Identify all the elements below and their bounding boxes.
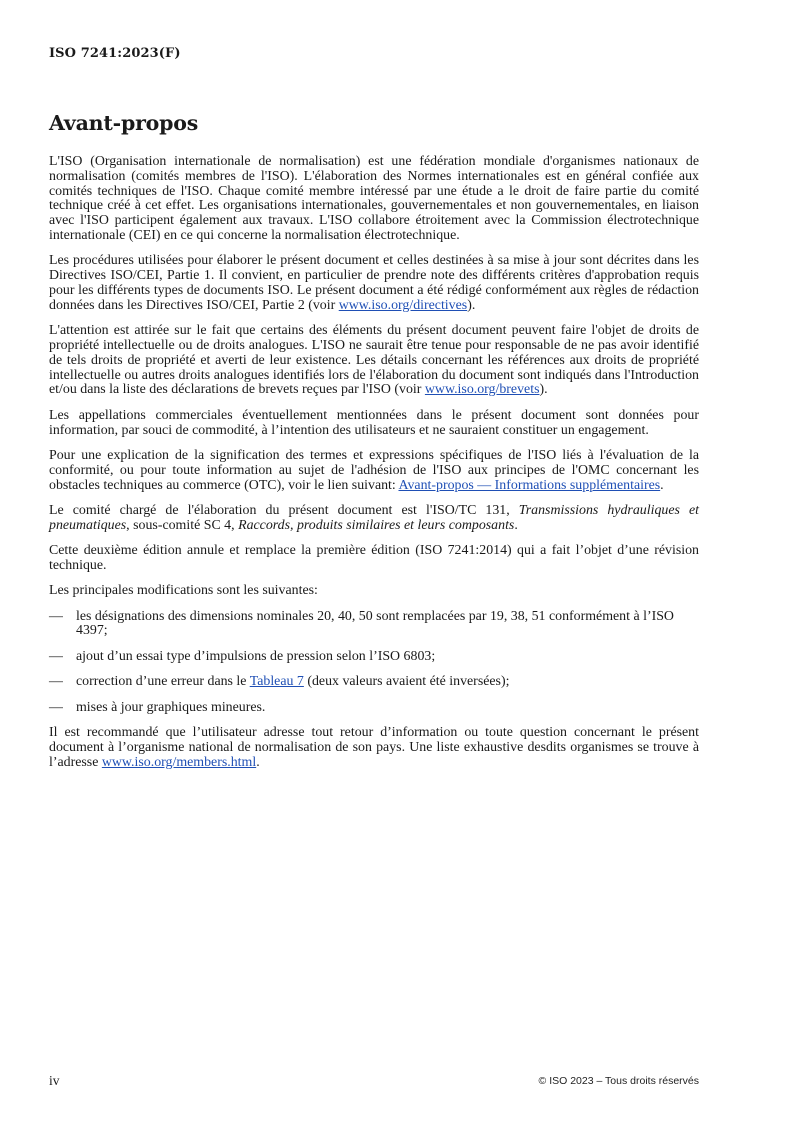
- change-text: mises à jour graphiques mineures.: [76, 699, 266, 715]
- paragraph-patents: [49, 324, 699, 398]
- subcommittee-title: Raccords, produits similaires et leurs composants: [238, 517, 515, 533]
- paragraph-iso-intro: L'ISO (Organisation internationale de normalisation) est une fédération mondiale d'organismes nationaux de normalisation (comités membres de l'ISO). L'élaboration des Normes internationales est en général confiée aux comités techniques de l'ISO. Chaque comité membre intéressé par une étude a le droit de faire partie du comité technique créé à cet effet. Les organisations internationales, gouvernementales et non gouvernementales, en liaison avec l'ISO participent également aux travaux. L'ISO collabore étroitement avec la Commission électrotechnique internationale (CEI) en ce qui concerne la normalisation électrotechnique.: [49, 154, 699, 243]
- document-code: ISO 7241:2023(F): [49, 46, 181, 61]
- change-item: [49, 650, 699, 665]
- paragraph-changes-intro: Les principales modifications sont les suivantes:: [49, 583, 318, 599]
- page-number: iv: [49, 1073, 60, 1088]
- change-text-post: (deux valeurs avaient été inversées);: [303, 674, 510, 690]
- change-item: [49, 610, 699, 640]
- patents-end: ).: [539, 382, 548, 398]
- committee-text-2: , sous-comité SC 4,: [126, 517, 239, 533]
- supplementary-info-link[interactable]: Avant-propos — Informations supplémentaires: [398, 477, 661, 493]
- paragraph-edition: Cette deuxième édition annule et remplace la première édition (ISO 7241:2014) qui a fait l’objet d’une révision technique.: [49, 543, 699, 573]
- conformity-text: Pour une explication de la signification des termes et expressions spécifiques de l'ISO liés à l'évaluation de la conformité, ou pour toute information au sujet de l'adhésion de l'ISO aux principes de l'OMC concernant les obstacles techniques au commerce (OTC), voir le lien suivant:: [49, 447, 699, 493]
- dash-bullet: —: [49, 608, 63, 624]
- committee-text-1: Le comité chargé de l'élaboration du présent document est l'ISO/TC 131,: [49, 502, 519, 518]
- copyright-notice: © ISO 2023 – Tous droits réservés: [538, 1075, 699, 1087]
- paragraph-feedback: [49, 726, 699, 770]
- paragraph-conformity: [49, 449, 699, 493]
- feedback-text: Il est recommandé que l’utilisateur adresse tout retour d’information ou toute question concernant le présent document à l’organisme national de normalisation de son pays. Une liste exhaustive desdits organismes se trouve à l’adresse: [49, 725, 699, 770]
- foreword-body: [49, 155, 699, 781]
- change-text: les désignations des dimensions nominales 20, 40, 50 sont remplacées par 19, 38, 51 conformément à l’ISO 4397;: [76, 608, 674, 639]
- conformity-end: .: [660, 477, 664, 493]
- change-text: ajout d’un essai type d’impulsions de pression selon l’ISO 6803;: [76, 648, 436, 664]
- page-title: Avant-propos: [49, 111, 199, 135]
- dash-bullet: —: [49, 674, 63, 690]
- patents-link[interactable]: www.iso.org/brevets: [424, 382, 540, 398]
- dash-bullet: —: [49, 648, 63, 664]
- dash-bullet: —: [49, 699, 63, 715]
- change-text-pre: correction d’une erreur dans le: [76, 674, 250, 690]
- committee-title: Transmissions hydrauliques et pneumatiques: [49, 502, 699, 533]
- paragraph-trade-names: Les appellations commerciales éventuellement mentionnées dans le présent document sont données pour information, par souci de commodité, à l’intention des utilisateurs et ne sauraient constituer un engagement.: [49, 407, 699, 438]
- feedback-end: .: [256, 754, 260, 770]
- committee-end: .: [514, 517, 518, 533]
- members-link[interactable]: www.iso.org/members.html: [101, 754, 257, 770]
- change-item: [49, 675, 699, 690]
- table-7-link[interactable]: Tableau 7: [249, 674, 304, 690]
- change-item: [49, 701, 699, 716]
- paragraph-committee: [49, 504, 699, 534]
- procedures-text: Les procédures utilisées pour élaborer le présent document et celles destinées à sa mise à jour sont décrites dans les Directives ISO/CEI, Partie 1. Il convient, en particulier de prendre note des différents critères d'approbation requis pour les différents types de documents ISO. Le présent document a été rédigé conformément aux règles de rédaction données dans les Directives ISO/CEI, Partie 2 (voir: [49, 253, 699, 313]
- paragraph-procedures: [49, 254, 699, 313]
- patents-text: L'attention est attirée sur le fait que certains des éléments du présent document peuvent faire l'objet de droits de propriété intellectuelle ou de droits analogues. L'ISO ne saurait être tenue pour responsable de ne pas avoir identifié de tels droits de propriété et averti de leur existence. Les détails concernant les références aux droits de propriété intellectuelle ou autres droits analogues identifiés lors de l'élaboration du document sont indiqués dans l'Introduction et/ou dans la liste des déclarations de brevets reçues par l'ISO (voir: [49, 323, 699, 398]
- directives-link[interactable]: www.iso.org/directives: [338, 297, 468, 313]
- procedures-end: ).: [467, 297, 476, 313]
